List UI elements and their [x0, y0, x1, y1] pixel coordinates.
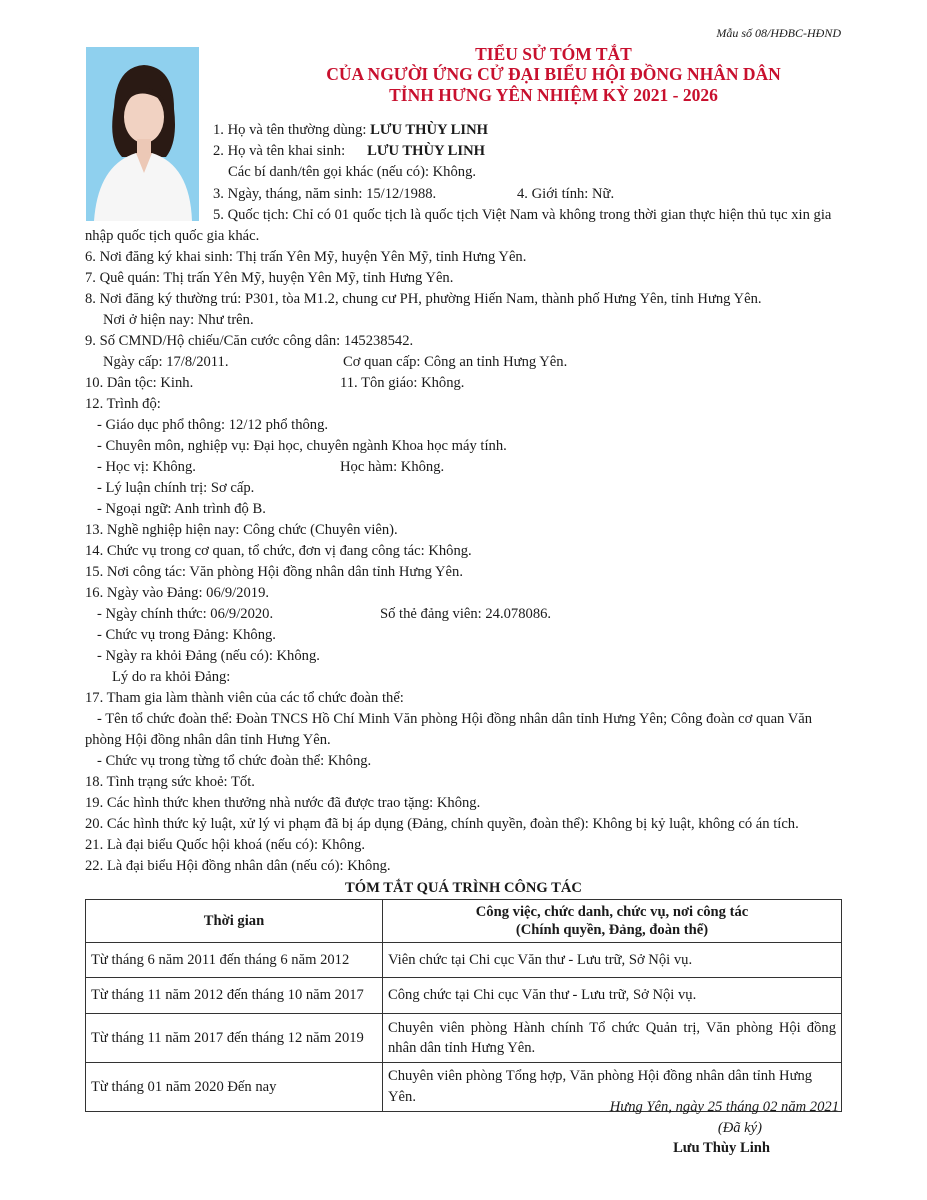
field-organization-names-cont: phòng Hội đồng nhân dân tỉnh Hưng Yên. [85, 732, 331, 748]
field-education: 12. Trình độ: [85, 396, 161, 412]
field-workplace: 15. Nơi công tác: Văn phòng Hội đồng nhân dân tỉnh Hưng Yên. [85, 564, 463, 580]
field-birth-registration: 6. Nơi đăng ký khai sinh: Thị trấn Yên Mỹ, huyện Yên Mỹ, tỉnh Hưng Yên. [85, 249, 527, 265]
portrait-photo [86, 47, 199, 221]
header-work-label: Công việc, chức danh, chức vụ, nơi công tác [475, 904, 749, 920]
signature-name: Lưu Thùy Linh [673, 1140, 770, 1156]
field-party-join-date: 16. Ngày vào Đảng: 06/9/2019. [85, 585, 270, 601]
field-id-number: 9. Số CMND/Hộ chiếu/Căn cước công dân: 145238542. [85, 333, 414, 349]
field-political-theory: - Lý luận chính trị: Sơ cấp. [97, 480, 255, 496]
field-ethnicity: 10. Dân tộc: Kinh. [85, 375, 194, 391]
cell-time: Từ tháng 11 năm 2017 đến tháng 12 năm 2019 [86, 1014, 383, 1063]
table-row [86, 1014, 842, 1063]
field-health: 18. Tình trạng sức khoẻ: Tốt. [85, 774, 255, 790]
field-organization-position: - Chức vụ trong từng tổ chức đoàn thể: Không. [97, 753, 372, 769]
field-party-position: - Chức vụ trong Đảng: Không. [97, 627, 276, 643]
field-party-card: Số thẻ đảng viên: 24.078086. [380, 606, 552, 622]
field-gender: 4. Giới tính: Nữ. [517, 186, 615, 202]
field-position: 14. Chức vụ trong cơ quan, tổ chức, đơn vị đang công tác: Không. [85, 543, 472, 559]
field-general-education: - Giáo dục phổ thông: 12/12 phổ thông. [97, 417, 329, 433]
field-discipline: 20. Các hình thức kỷ luật, xử lý vi phạm đã bị áp dụng (Đảng, chính quyền, đoàn thể): Không bị kỷ luật, không có án tích. [85, 816, 799, 832]
field-organization-names: - Tên tổ chức đoàn thể: Đoàn TNCS Hồ Chí Minh Văn phòng Hội đồng nhân dân tỉnh Hưng Yên; Công đoàn cơ quan Văn [97, 711, 813, 727]
header-time: Thời gian [86, 900, 383, 943]
cell-time: Từ tháng 01 năm 2020 Đến nay [86, 1063, 383, 1112]
field-organizations: 17. Tham gia làm thành viên của các tổ chức đoàn thể: [85, 690, 404, 706]
doc-subtitle: CỦA NGƯỜI ỨNG CỬ ĐẠI BIỂU HỘI ĐỒNG NHÂN DÂN [326, 64, 781, 84]
cell-time: Từ tháng 11 năm 2012 đến tháng 10 năm 2017 [86, 978, 383, 1014]
field-birth-name: 2. Họ và tên khai sinh: LƯU THÙY LINH [213, 143, 485, 159]
cell-time: Từ tháng 6 năm 2011 đến tháng 6 năm 2012 [86, 943, 383, 978]
signature-signed: (Đã ký) [717, 1120, 762, 1136]
field-degree: - Học vị: Không. [97, 459, 196, 475]
field-id-date: Ngày cấp: 17/8/2011. [103, 354, 229, 370]
field-national-assembly: 21. Là đại biểu Quốc hội khoá (nếu có): Không. [85, 837, 366, 853]
field-party-official-date: - Ngày chính thức: 06/9/2020. [97, 606, 274, 622]
field-occupation: 13. Nghề nghiệp hiện nay: Công chức (Chuyên viên). [85, 522, 398, 538]
field-foreign-language: - Ngoại ngữ: Anh trình độ B. [97, 501, 266, 517]
field-alias: Các bí danh/tên gọi khác (nếu có): Không. [228, 164, 477, 180]
field-current-address: Nơi ở hiện nay: Như trên. [103, 312, 254, 328]
cell-work: Chuyên viên phòng Hành chính Tổ chức Quản trị, Văn phòng Hội đồng nhân dân tỉnh Hưng Yên. [383, 1014, 842, 1063]
header-work [383, 900, 842, 943]
field-dob: 3. Ngày, tháng, năm sinh: 15/12/1988. [213, 186, 437, 202]
signature-place-date: Hưng Yên, ngày 25 tháng 02 năm 2021 [609, 1099, 839, 1115]
doc-title: TIỂU SỬ TÓM TẮT [475, 44, 632, 64]
work-history-table [85, 899, 842, 1112]
field-awards: 19. Các hình thức khen thưởng nhà nước đã được trao tặng: Không. [85, 795, 481, 811]
field-peoples-council: 22. Là đại biểu Hội đồng nhân dân (nếu có): Không. [85, 858, 391, 874]
work-history-title: TÓM TẮT QUÁ TRÌNH CÔNG TÁC [345, 880, 582, 896]
field-party-leave-reason: Lý do ra khỏi Đảng: [112, 669, 231, 685]
table-row [86, 978, 842, 1014]
cell-work: Chuyên viên phòng Tổng hợp, Văn phòng Hội đồng nhân dân tỉnh Hưng Yên. [383, 1063, 842, 1112]
field-specialization: - Chuyên môn, nghiệp vụ: Đại học, chuyên ngành Khoa học máy tính. [97, 438, 507, 454]
table-header [86, 900, 842, 943]
cell-work: Viên chức tại Chi cục Văn thư - Lưu trữ, Sở Nội vụ. [383, 943, 842, 978]
field-hometown: 7. Quê quán: Thị trấn Yên Mỹ, huyện Yên Mỹ, tỉnh Hưng Yên. [85, 270, 454, 286]
cell-work: Công chức tại Chi cục Văn thư - Lưu trữ, Sở Nội vụ. [383, 978, 842, 1014]
field-party-leave-date: - Ngày ra khỏi Đảng (nếu có): Không. [97, 648, 320, 664]
form-number: Mẫu số 08/HĐBC-HĐND [716, 26, 841, 40]
field-common-name: 1. Họ và tên thường dùng: LƯU THÙY LINH [213, 122, 488, 138]
field-residence: 8. Nơi đăng ký thường trú: P301, tòa M1.2, chung cư PH, phường Hiến Nam, thành phố Hưng Yên, tỉnh Hưng Yên. [85, 291, 762, 307]
field-academic-title: Học hàm: Không. [340, 459, 445, 475]
header-work-sub: (Chính quyền, Đảng, đoàn thể) [515, 922, 709, 938]
table-row [86, 943, 842, 978]
field-id-issuer: Cơ quan cấp: Công an tỉnh Hưng Yên. [343, 354, 568, 370]
field-religion: 11. Tôn giáo: Không. [340, 375, 465, 391]
doc-subtitle-term: TỈNH HƯNG YÊN NHIỆM KỲ 2021 - 2026 [389, 85, 718, 105]
field-nationality: 5. Quốc tịch: Chỉ có 01 quốc tịch là quốc tịch Việt Nam và không trong thời gian thực hiện thủ tục xin gia [213, 207, 832, 223]
field-nationality-cont: nhập quốc tịch quốc gia khác. [85, 228, 260, 244]
